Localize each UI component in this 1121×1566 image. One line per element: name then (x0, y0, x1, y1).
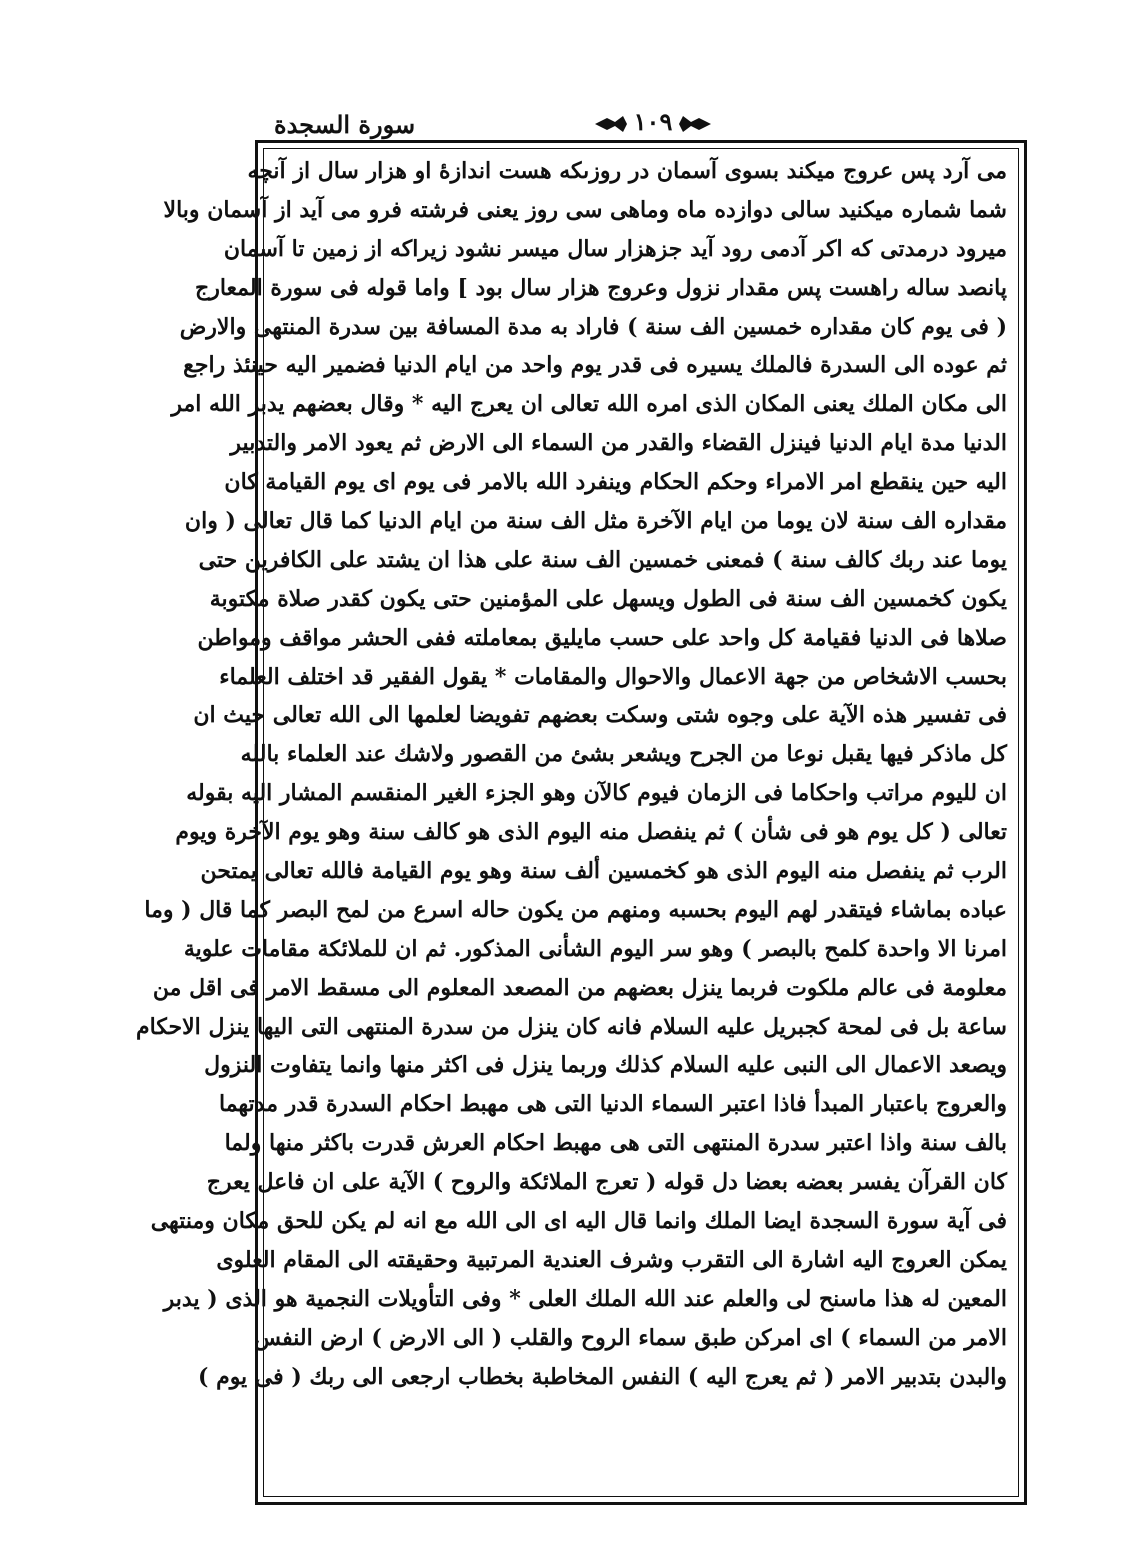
text-line-27: كان القرآن يفسر بعضه بعضا دل قوله ( تعرج الملائكة والروح ) الآية على ان فاعل يعرج (206, 1169, 1007, 1196)
text-line-15: فى تفسير هذه الآية على وجوه شتى وسكت بعضهم تفويضا لعلمها الى الله تعالى حيث ان (193, 702, 1007, 729)
text-line-22: معلومة فى عالم ملكوت فربما ينزل بعضهم من المصعد المعلوم الى مسقط الامر فى اقل من (152, 974, 1007, 1001)
text-line-13: صلاها فى الدنيا فقيامة كل واحد على حسب مايليق بمعاملته ففى الحشر مواقف ومواطن (197, 624, 1007, 651)
page-number: ١٠٩ (633, 107, 673, 136)
text-line-28: فى آية سورة السجدة ايضا الملك وانما قال اليه اى الى الله مع انه لم يكن للحق مكان ومنتهى (150, 1208, 1007, 1235)
text-line-26: بالف سنة واذا اعتبر سدرة المنتهى التى هى مهبط احكام العرش قدرت باكثر منها ولما (224, 1130, 1007, 1157)
text-line-6: ثم عوده الى السدرة فالملك يسيره فى قدر يوم واحد من ايام الدنيا فضمير اليه حينئذ راجع (183, 352, 1007, 379)
text-line-23: ساعة بل فى لمحة كجبريل عليه السلام فانه كان ينزل من سدرة المنتهى التى اليها ينزل الاحكام (136, 1013, 1007, 1040)
surah-title: سورة السجدة (274, 110, 416, 139)
text-line-24: ويصعد الاعمال الى النبى عليه السلام كذلك وربما ينزل فى اكثر منها وانما يتفاوت النزول (204, 1052, 1007, 1079)
text-line-30: المعين له هذا ماسنح لى والعلم عند الله الملك العلى * وفى التأويلات النجمية هو الذى ( يدبر (163, 1285, 1007, 1312)
text-line-1: مى آرد پس عروج ميكند بسوى آسمان در روزىكه هست اندازۀ او هزار سال از آنچه (247, 158, 1007, 184)
text-line-5: ( فى يوم كان مقداره خمسين الف سنة ) فاراد به مدة المسافة بين سدرة المنتهى والارض (179, 313, 1007, 340)
text-line-20: عباده بماشاء فيتقدر لهم اليوم بحسبه ومنهم من يكون حاله اسرع من لمح البصر كما قال ( وما (144, 896, 1007, 923)
text-line-8: الدنيا مدة ايام الدنيا فينزل القضاء والقدر من السماء الى الارض ثم يعود الامر والتدبير (230, 430, 1007, 457)
page-number-ornament (593, 108, 713, 140)
text-line-18: تعالى ( كل يوم هو فى شأن ) ثم ينفصل منه اليوم الذى هو كالف سنة وهو يوم الآخرة ويوم (175, 819, 1007, 846)
text-line-3: ميرود درمدتى كه اكر آدمى رود آيد جزهزار سال ميسر نشود زيراكه از زمين تا آسمان (223, 235, 1007, 262)
text-line-29: يمكن العروج اليه اشارة الى التقرب وشرف العندية المرتبية وحقيقته الى المقام العلوى (216, 1246, 1007, 1273)
text-line-11: يوما عند ربك كالف سنة ) فمعنى خمسين الف سنة على هذا ان يشتد على الكافرين حتى (198, 546, 1007, 573)
text-line-14: بحسب الاشخاص من جهة الاعمال والاحوال والمقامات * يقول الفقير قد اختلف العلماء (219, 663, 1007, 690)
text-line-4: پانصد ساله راهست پس مقدار نزول وعروج هزار سال بود ] واما قوله فى سورة المعارج (195, 274, 1007, 301)
text-line-2: شما شماره ميكنيد سالى دوازده ماه وماهى سى روز يعنى فرشته فرو مى آيد از آسمان وبالا (163, 196, 1007, 223)
page-text (136, 152, 1007, 1492)
text-line-16: كل ماذكر فيها يقبل نوعا من الجرح ويشعر بشئ من القصور ولاشك عند العلماء بالله (240, 741, 1007, 768)
text-line-9: اليه حين ينقطع امر الامراء وحكم الحكام وينفرد الله بالامر فى يوم اى يوم القيامة كان (224, 469, 1007, 496)
text-line-32: والبدن بتدبير الامر ( ثم يعرج اليه ) النفس المخاطبة بخطاب ارجعى الى ربك ( فى يوم ) (198, 1363, 1007, 1390)
text-line-25: والعروج باعتبار المبدأ فاذا اعتبر السماء الدنيا التى هى مهبط احكام السدرة قدر مدتهما (218, 1091, 1007, 1118)
text-line-31: الامر من السماء ) اى امركن طبق سماء الروح والقلب ( الى الارض ) ارض النفس (254, 1324, 1007, 1351)
text-line-19: الرب ثم ينفصل منه اليوم الذى هو كخمسين ألف سنة وهو يوم القيامة فالله تعالى يمتحن (200, 858, 1007, 885)
text-line-12: يكون كخمسين الف سنة فى الطول ويسهل على المؤمنين حتى يكون كقدر صلاة مكتوبة (209, 585, 1007, 612)
text-line-10: مقداره الف سنة لان يوما من ايام الآخرة مثل الف سنة من ايام الدنيا كما قال تعالى ( وان (184, 508, 1007, 535)
text-line-21: امرنا الا واحدة كلمح بالبصر ) وهو سر اليوم الشأنى المذكور. ثم ان للملائكة مقامات علوية (183, 935, 1007, 962)
text-line-17: ان لليوم مراتب واحكاما فى الزمان فيوم كالآن وهو الجزء الغير المنقسم المشار اليه بقوله (186, 780, 1007, 807)
text-line-7: الى مكان الملك يعنى المكان الذى امره الله تعالى ان يعرج اليه * وقال بعضهم يدبر الله امر (171, 391, 1007, 418)
